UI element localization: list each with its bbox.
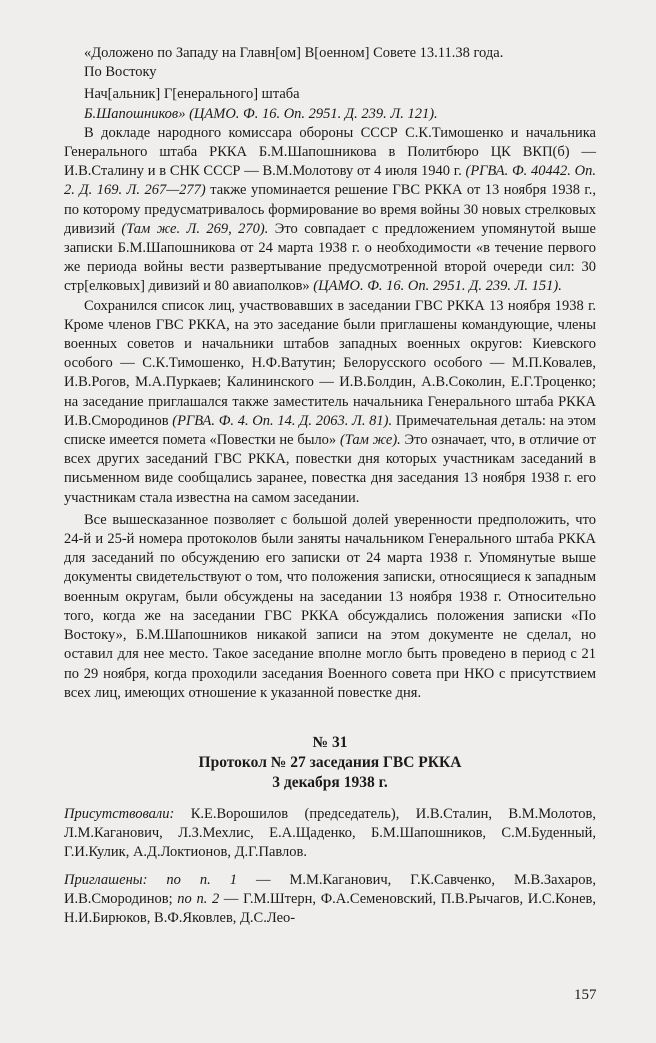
archive-reference: (ЦАМО. Ф. 16. Оп. 2951. Д. 239. Л. 121). xyxy=(189,105,438,122)
paragraph-conclusion: Все вышесказанное позволяет с большой долей уверенности предположить, что 24-й и 25-й номера протоколов были заняты начальником Генерального штаба РККА для заседаний по обсуждению его записки от 24 марта 1938 г. Упомянутые выше документы свидетельствуют о том, что положения записки, относящиеся к западным военным округам, были обсуждены на заседании 13 ноября 1938 г. Относительно того, когда же на заседании ГВС РККА обсуждались положения записки «По Востоку», Б.М.Шапошников никакой записи на этом документе не сделал, но оставил для нее место. Такое заседание вполне могло быть проведено в период с 21 по 29 ноября, когда проходили заседания Военного совета при НКО с присутствием всех лиц, имеющих отношение к указанной повестке дня. xyxy=(64,511,596,701)
document-date: 3 декабря 1938 г. xyxy=(272,773,388,791)
archive-reference: (РГВА. Ф. 40442. Оп. 2. Д. 169. Л. 267—277) xyxy=(64,163,596,199)
invited-label-2: по п. 2 xyxy=(177,890,220,907)
text-run: Это означает, что, в отличие от всех других заседаний ГВС РККА, повестки дня которых участникам заседаний в письменном виде сообщались заранее, повестка дня заседания 13 ноября 1938 г. его участникам стала известна на самом заседании. xyxy=(64,432,597,506)
page-number: 157 xyxy=(574,987,597,1003)
quote-signature xyxy=(64,105,596,124)
paragraph-participants xyxy=(64,297,596,508)
archive-reference: (ЦАМО. Ф. 16. Оп. 2951. Д. 239. Л. 151). xyxy=(313,278,562,295)
archive-reference: (Там же). xyxy=(339,432,401,449)
text-run: Примечательная деталь: на этом списке имеется помета «Повестки не было» xyxy=(64,412,596,449)
paragraph-report xyxy=(64,124,596,297)
quote-signature-title: Нач[альник] Г[енерального] штаба xyxy=(84,86,300,103)
document-title: Протокол № 27 заседания ГВС РККА xyxy=(198,753,462,771)
quote-line-west: «Доложено по Западу на Главн[ом] В[оенном] Совете 13.11.38 года. xyxy=(84,45,504,61)
text-run: также упоминается решение ГВС РККА от 13 ноября 1938 г., по которому предусматривалось формирование во время войны 30 новых стрелковых дивизий xyxy=(64,182,596,237)
text-run: Это совпадает с предложением упомянутой выше записки Б.М.Шапошникова от 24 марта 1938 г. о необходимости «в течение первого же периода войны вести развертывание предусмотренной второй очереди сил: 30 стр[елковых] дивизий и 80 авиаполков» xyxy=(64,220,596,295)
text-run: Сохранился список лиц, участвовавших в заседании ГВС РККА 13 ноября 1938 г. Кроме членов ГВС РККА, на это заседание были приглашены командующие, члены военных советов и начальники штабов западных военных округов: Киевского особого — С.К.Тимошенко, Н.Ф.Ватутин; Белорусского особого — М.П.Ковалев, И.В.Рогов, М.А.Пуркаев; Калининского — И.В.Болдин, А.В.Соколин, Е.Г.Троценко; на заседание приглашался также заместитель начальника Генерального штаба РККА И.В.Смородинов xyxy=(64,297,596,429)
invited-list xyxy=(64,871,596,929)
present-label: Присутствовали: xyxy=(64,805,175,822)
invited-names-2: — Г.М.Штерн, Ф.А.Семеновский, П.В.Рычагов, И.С.Конев, Н.И.Бирюков, В.Ф.Яковлев, Д.С.Лео- xyxy=(64,890,596,926)
present-list xyxy=(64,805,596,863)
page-body xyxy=(64,44,596,928)
signature-name: Б.Шапошников» xyxy=(84,105,190,122)
present-names: К.Е.Ворошилов (председатель), И.В.Сталин, В.М.Молотов, Л.М.Каганович, Л.З.Мехлис, Е.А.Щаденко, Б.М.Шапошников, С.М.Буденный, Г.И.Кулик, А.Д.Локтионов, Д.Г.Павлов. xyxy=(64,805,596,861)
quote-line-east: По Востоку xyxy=(84,64,157,81)
text-run: В докладе народного комиссара обороны СССР С.К.Тимошенко и начальника Генерального штаба РККА Б.М.Шапошникова в Политбюро ЦК ВКП(б) — И.В.Сталину и в СНК СССР — В.М.Молотову от 4 июля 1940 г. xyxy=(64,124,596,180)
invited-label: Приглашены: по п. 1 xyxy=(64,871,237,888)
invited-names-1: — М.М.Каганович, Г.К.Савченко, М.В.Захаров, И.В.Смородинов; xyxy=(64,871,596,907)
archive-reference: (РГВА. Ф. 4. Оп. 14. Д. 2063. Л. 81). xyxy=(172,412,393,429)
archive-reference: (Там же. Л. 269, 270). xyxy=(121,220,269,237)
document-number: № 31 xyxy=(312,733,348,751)
